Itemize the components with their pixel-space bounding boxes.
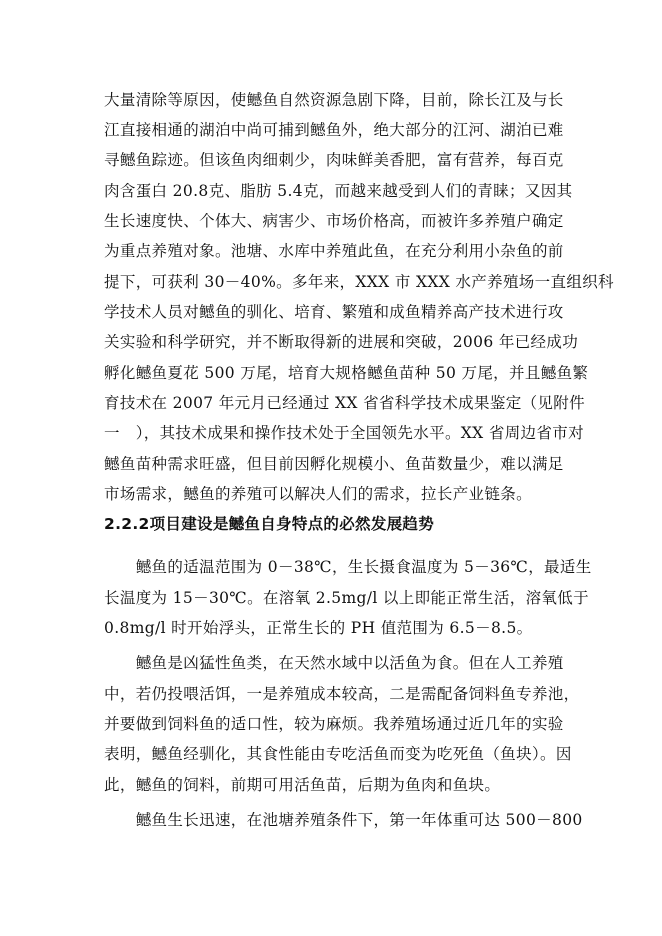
text-line: 提下，可获利 30－40%。多年来，XXX 市 XXX 水产养殖场一直组织科 bbox=[104, 273, 614, 291]
text-line: 鳡鱼生长迅速，在池塘养殖条件下，第一年体重可达 500－800 bbox=[104, 811, 583, 829]
text-line: 为重点养殖对象。池塘、水库中养殖此鱼，在充分利用小杂鱼的前 bbox=[104, 242, 564, 260]
text-line: 中，若仍投喂活饵，一是养殖成本较高，二是需配备饲料鱼专养池， bbox=[104, 685, 580, 703]
text-line: 并要做到饲料鱼的适口性，较为麻烦。我养殖场通过近几年的实验 bbox=[104, 715, 564, 733]
text-line: 鳡鱼的适温范围为 0－38℃，生长摄食温度为 5－36℃，最适生 bbox=[104, 558, 592, 576]
text-line: 大量清除等原因，使鳡鱼自然资源急剧下降，目前，除长江及与长 bbox=[104, 91, 564, 109]
text-line: 学技术人员对鳡鱼的驯化、培育、繁殖和成鱼精养高产技术进行攻 bbox=[104, 303, 564, 321]
text-line: 市场需求，鳡鱼的养殖可以解决人们的需求，拉长产业链条。 bbox=[104, 485, 532, 503]
text-line: 生长速度快、个体大、病害少、市场价格高，而被许多养殖户确定 bbox=[104, 212, 564, 230]
text-line: 育技术在 2007 年元月已经通过 XX 省省科学技术成果鉴定（见附件 bbox=[104, 394, 585, 412]
text-line: 孵化鳡鱼夏花 500 万尾，培育大规格鳡鱼苗种 50 万尾，并且鳡鱼繁 bbox=[104, 364, 589, 382]
section-heading: 2.2.2项目建设是鳡鱼自身特点的必然发展趋势 bbox=[104, 515, 435, 533]
text-line: 鳡鱼苗种需求旺盛，但目前因孵化规模小、鱼苗数量少，难以满足 bbox=[104, 455, 564, 473]
text-line: 寻鳡鱼踪迹。但该鱼肉细刺少，肉味鲜美香肥，富有营养，每百克 bbox=[104, 151, 564, 169]
text-line: 长温度为 15－30℃。在溶氧 2.5mg/l 以上即能正常生活，溶氧低于 bbox=[104, 589, 589, 607]
text-line: 关实验和科学研究，并不断取得新的进展和突破，2006 年已经成功 bbox=[104, 333, 579, 351]
text-line: 此，鳡鱼的饲料，前期可用活鱼苗，后期为鱼肉和鱼块。 bbox=[104, 776, 501, 794]
text-line: 0.8mg/l 时开始浮头，正常生长的 PH 值范围为 6.5－8.5。 bbox=[104, 619, 533, 637]
text-line: 鳡鱼是凶猛性鱼类，在天然水域中以活鱼为食。但在人工养殖 bbox=[104, 654, 564, 672]
text-line: 一 ），其技术成果和操作技术处于全国领先水平。XX 省周边省市对 bbox=[104, 424, 584, 442]
text-line: 江直接相通的湖泊中尚可捕到鳡鱼外，绝大部分的江河、湖泊已难 bbox=[104, 121, 564, 139]
text-line: 肉含蛋白 20.8克、脂肪 5.4克，而越来越受到人们的青睐；又因其 bbox=[104, 182, 573, 200]
text-line: 表明，鳡鱼经驯化，其食性能由专吃活鱼而变为吃死鱼（鱼块）。因 bbox=[104, 745, 572, 763]
